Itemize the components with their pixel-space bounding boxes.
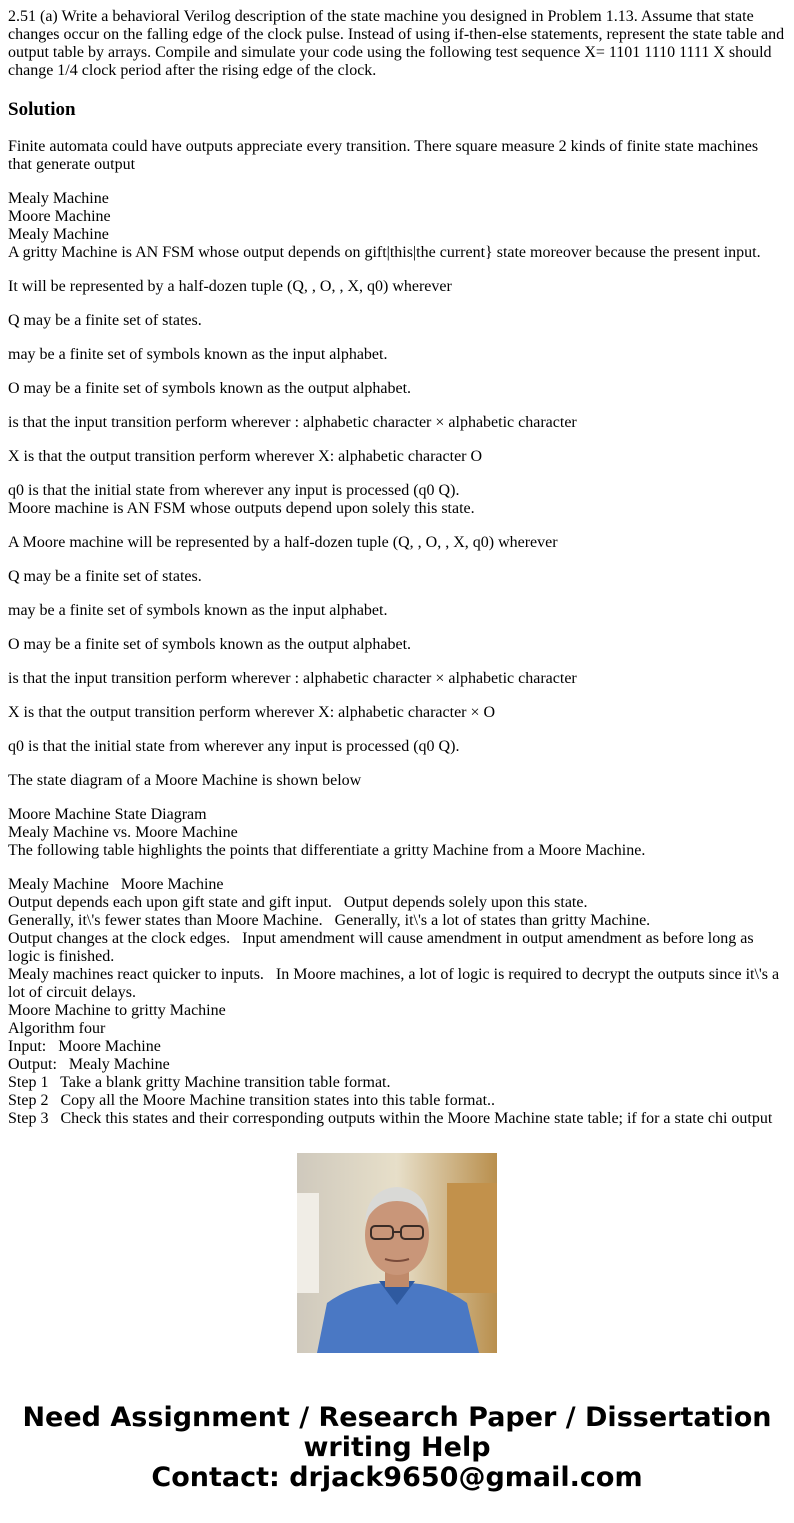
- list-item: Mealy Machine vs. Moore Machine: [8, 824, 238, 841]
- contact-email: Contact: drjack9650@gmail.com: [151, 1462, 643, 1493]
- list-item: Algorithm four: [8, 1020, 106, 1037]
- intro-paragraph: Finite automata could have outputs appreciate every transition. There square measure 2 kinds of finite state machines that generate output: [8, 138, 759, 173]
- list-item: A gritty Machine is AN FSM whose output depends on gift|this|the current} state moreover because the present input.: [8, 244, 761, 261]
- question-text: 2.51 (a) Write a behavioral Verilog description of the state machine you designed in Problem 1.13. Assume that state changes occur on the falling edge of the clock pulse. Instead of using if-then-else statements, represent the state table and output table by arrays. Compile and simulate your code using the following test sequence X= 1101 1110 1111 X should change 1/4 clock period after the rising edge of the clock.: [8, 8, 785, 79]
- paragraph: is that the input transition perform wherever : alphabetic character × alphabetic character: [8, 670, 577, 687]
- paragraph: It will be represented by a half-dozen tuple (Q, , O, , X, q0) wherever: [8, 278, 452, 295]
- diagram-list: [8, 806, 786, 860]
- paragraph: X is that the output transition perform wherever X: alphabetic character O: [8, 448, 483, 465]
- portrait-image: [297, 1153, 497, 1353]
- paragraph: may be a finite set of symbols known as the input alphabet.: [8, 602, 388, 619]
- avatar: [297, 1153, 497, 1353]
- list-item: Step 2 Copy all the Moore Machine transition states into this table format..: [8, 1092, 496, 1109]
- list-item: Mealy Machine: [8, 226, 109, 243]
- help-contact-banner: [0, 1403, 794, 1493]
- moore-intro-list: [8, 482, 786, 518]
- banner-line: Need Assignment / Research Paper / Dissertation: [22, 1402, 772, 1433]
- list-item: The following table highlights the points that differentiate a gritty Machine from a Moore Machine.: [8, 842, 646, 859]
- list-item: Moore Machine: [8, 208, 111, 225]
- list-item: q0 is that the initial state from wherever any input is processed (q0 Q).: [8, 482, 460, 499]
- list-item: Mealy Machine Moore Machine: [8, 876, 224, 893]
- list-item: Output depends each upon gift state and gift input. Output depends solely upon this state.: [8, 894, 588, 911]
- paragraph: is that the input transition perform wherever : alphabetic character × alphabetic character: [8, 414, 577, 431]
- list-item: Moore Machine State Diagram: [8, 806, 207, 823]
- paragraph: Q may be a finite set of states.: [8, 568, 202, 585]
- paragraph: may be a finite set of symbols known as the input alphabet.: [8, 346, 388, 363]
- paragraph: O may be a finite set of symbols known as the output alphabet.: [8, 380, 412, 397]
- paragraph: The state diagram of a Moore Machine is shown below: [8, 772, 362, 789]
- banner-line: writing Help: [303, 1432, 491, 1463]
- solution-content: [8, 0, 786, 1127]
- list-item: Output: Mealy Machine: [8, 1056, 170, 1073]
- machine-list: [8, 190, 786, 262]
- paragraph: q0 is that the initial state from wherever any input is processed (q0 Q).: [8, 738, 460, 755]
- list-item: Output changes at the clock edges. Input amendment will cause amendment in output amendment as before long as logic is finished.: [8, 930, 758, 965]
- solution-heading: Solution: [8, 99, 76, 120]
- list-item: Mealy Machine: [8, 190, 109, 207]
- list-item: Step 1 Take a blank gritty Machine transition table format.: [8, 1074, 391, 1091]
- paragraph: A Moore machine will be represented by a half-dozen tuple (Q, , O, , X, q0) wherever: [8, 534, 558, 551]
- list-item: Step 3 Check this states and their corresponding outputs within the Moore Machine state table; if for a state chi output: [8, 1110, 773, 1127]
- list-item: Mealy machines react quicker to inputs. In Moore machines, a lot of logic is required to decrypt the outputs since it\'s a lot of circuit delays.: [8, 966, 784, 1001]
- paragraph: Q may be a finite set of states.: [8, 312, 202, 329]
- paragraph: O may be a finite set of symbols known as the output alphabet.: [8, 636, 412, 653]
- comparison-list: [8, 876, 786, 1128]
- list-item: Moore machine is AN FSM whose outputs depend upon solely this state.: [8, 500, 475, 517]
- list-item: Input: Moore Machine: [8, 1038, 161, 1055]
- list-item: Generally, it\'s fewer states than Moore Machine. Generally, it\'s a lot of states than gritty Machine.: [8, 912, 651, 929]
- paragraph: X is that the output transition perform wherever X: alphabetic character × O: [8, 704, 496, 721]
- list-item: Moore Machine to gritty Machine: [8, 1002, 226, 1019]
